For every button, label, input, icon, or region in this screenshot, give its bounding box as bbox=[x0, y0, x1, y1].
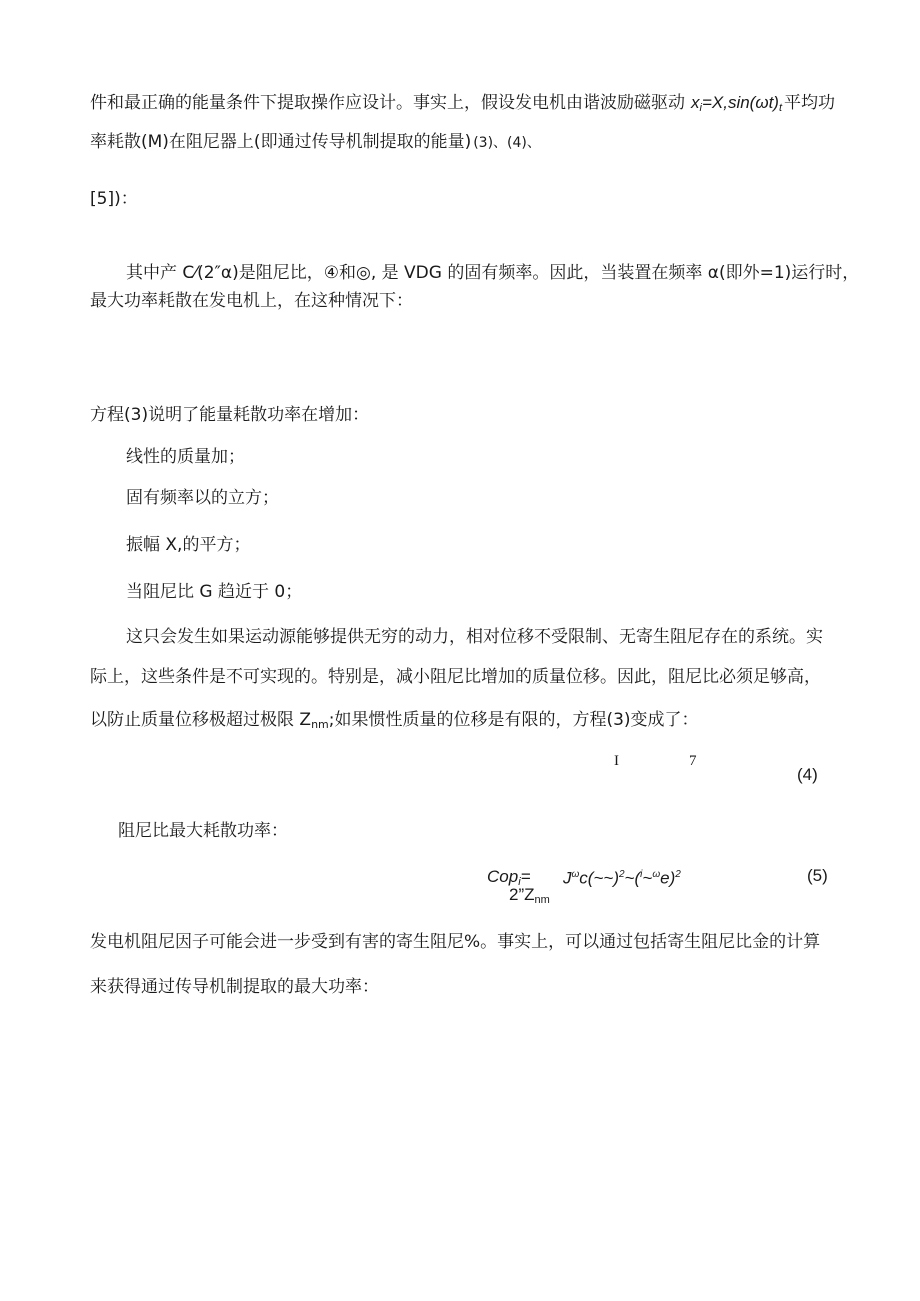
para2-line2 bbox=[90, 290, 413, 312]
eq4-fragment-2: 7 bbox=[689, 753, 697, 769]
eq5-number: (5) bbox=[807, 866, 828, 885]
para2-line2-text: 最大功率耗散在发电机上，在这种情况下： bbox=[90, 291, 413, 311]
para1-line1-text: 件和最正确的能量条件下提取操作应设计。事实上，假设发电机由谐波励磁驱动 bbox=[90, 93, 685, 113]
para4-line3: 以防止质量位移极超过极限 $Z_{nm}$;如果惯性质量的位移是有限的，方程(3)变成了： bbox=[90, 710, 699, 731]
para4-line1: 这只会发生如果运动源能够提供无穷的动力，相对位移不受限制、无寄生阻尼存在的系统。实 bbox=[126, 627, 823, 647]
para3-intro: 方程(3)说明了能量耗散功率在增加： bbox=[90, 405, 370, 425]
para2-line1-text: 其中产 C⁄(2″α)是阻尼比，④和◎, 是 VDG 的固有频率。因此，当装置在频率 α(即外=1)运行时， bbox=[126, 263, 860, 283]
eq5-lhs: Cop$_i$= bbox=[487, 867, 531, 888]
list-item: 固有频率以的立方； bbox=[126, 488, 279, 508]
para1-line3-text: [5])： bbox=[90, 189, 138, 209]
para1-line2 bbox=[90, 131, 541, 154]
para1-line1-tail: 平均功 bbox=[784, 93, 836, 113]
list-item: 当阻尼比 G 趋近于 0； bbox=[126, 582, 303, 602]
para6-line2: 来获得通过传导机制提取的最大功率： bbox=[90, 977, 379, 997]
para1-line1 bbox=[90, 92, 835, 119]
para1-line1-math: $x_i=X,\sin(\omega t)_t$ bbox=[691, 93, 783, 114]
para5-text: 阻尼比最大耗散功率： bbox=[118, 821, 288, 841]
para1-line3 bbox=[90, 188, 138, 210]
para6-line1: 发电机阻尼因子可能会进一步受到有害的寄生阻尼%。事实上，可以通过包括寄生阻尼比金的计算 bbox=[90, 932, 821, 952]
eq4-number: (4) bbox=[797, 765, 818, 784]
para1-line2-refs: (3)、(4)、 bbox=[473, 135, 541, 151]
eq5-rhs: $J^\omega c(\sim\sim)^2\sim(^i\sim^\omega e)^2$ bbox=[563, 868, 681, 888]
list-item: 振幅 X,的平方； bbox=[126, 535, 251, 555]
eq4-fragment-1: I bbox=[614, 753, 619, 769]
para4-line2: 际上，这些条件是不可实现的。特别是，减小阻尼比增加的质量位移。因此，阻尼比必须足够高， bbox=[90, 667, 821, 687]
eq5-denominator: $2”Z_{nm}$ bbox=[509, 885, 550, 906]
list-item: 线性的质量加； bbox=[126, 447, 245, 467]
para2-line1 bbox=[126, 262, 859, 284]
para1-line2-text: 率耗散(M)在阻尼器上(即通过传导机制提取的能量) bbox=[90, 132, 472, 152]
